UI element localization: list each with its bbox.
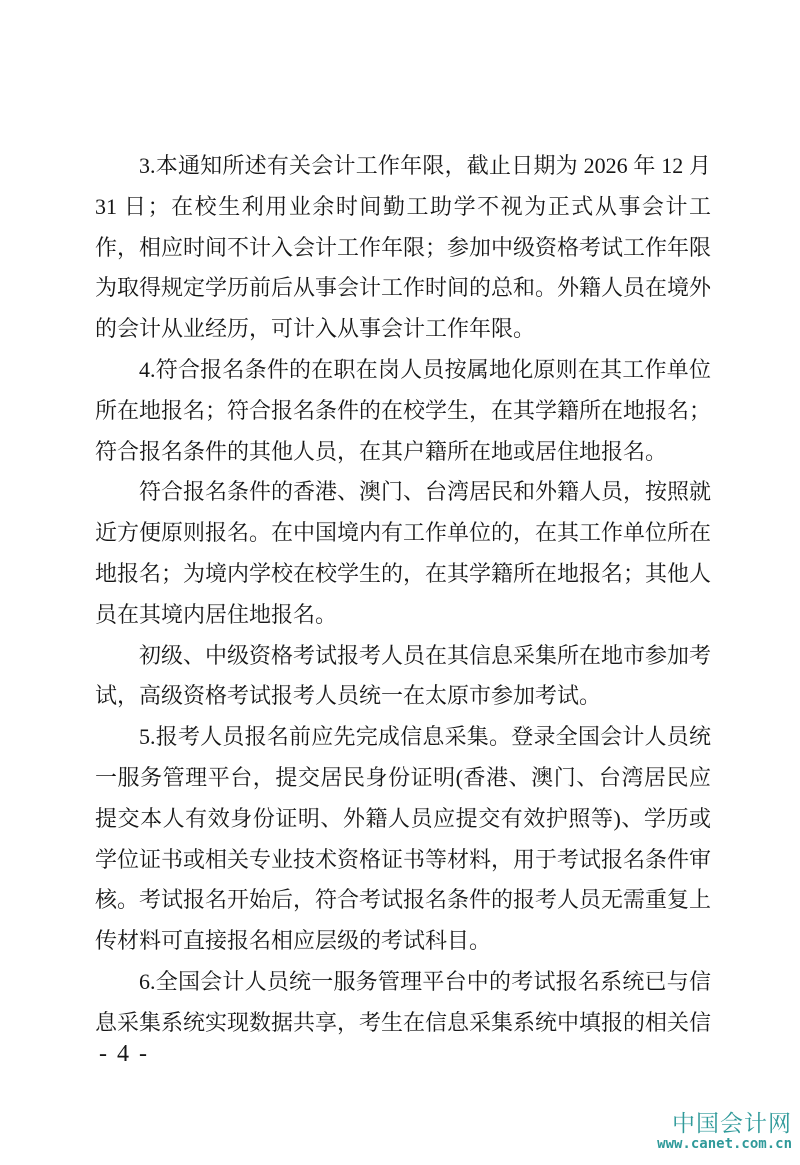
paragraph-data-sharing: 6.全国会计人员统一服务管理平台中的考试报名系统已与信息采集系统实现数据共享，考生在信息采集系统中填报的相关信: [95, 968, 712, 1035]
paragraph-work-years: 3.本通知所述有关会计工作年限，截止日期为 2026 年 12 月 31 日；在校生利用业余时间勤工助学不视为正式从事会计工作，相应时间不计入会计工作年限；参加中级资格考试工作年限为取得规定学历前后从事会计工作时间的总和。外籍人员在境外的会计从业经历，可计入从事会计工作年限。: [95, 153, 712, 342]
paragraph-info-collection: 5.报考人员报名前应先完成信息采集。登录全国会计人员统一服务管理平台，提交居民身份证明(香港、澳门、台湾居民应提交本人有效身份证明、外籍人员应提交有效护照等)、学历或学位证书或相关专业技术资格证书等材料，用于考试报名条件审核。考试报名开始后，符合考试报名条件的报考人员无需重复上传材料可直接报名相应层级的考试科目。: [95, 724, 712, 954]
paragraph-exam-city: 初级、中级资格考试报考人员在其信息采集所在地市参加考试，高级资格考试报考人员统一在太原市参加考试。: [95, 642, 712, 709]
watermark: [657, 1112, 792, 1151]
paragraph-hk-macau-taiwan: 符合报名条件的香港、澳门、台湾居民和外籍人员，按照就近方便原则报名。在中国境内有工作单位的，在其工作单位所在地报名；为境内学校在校学生的，在其学籍所在地报名；其他人员在其境内居住地报名。: [95, 479, 712, 627]
document-body: [95, 146, 711, 1044]
paragraph-registration-location: 4.符合报名条件的在职在岗人员按属地化原则在其工作单位所在地报名；符合报名条件的在校学生，在其学籍所在地报名；符合报名条件的其他人员，在其户籍所在地或居住地报名。: [95, 356, 712, 464]
watermark-site-url: www.canet.com.cn: [657, 1136, 792, 1152]
watermark-site-name: 中国会计网: [672, 1110, 792, 1136]
page-number: - 4 -: [99, 1041, 149, 1067]
